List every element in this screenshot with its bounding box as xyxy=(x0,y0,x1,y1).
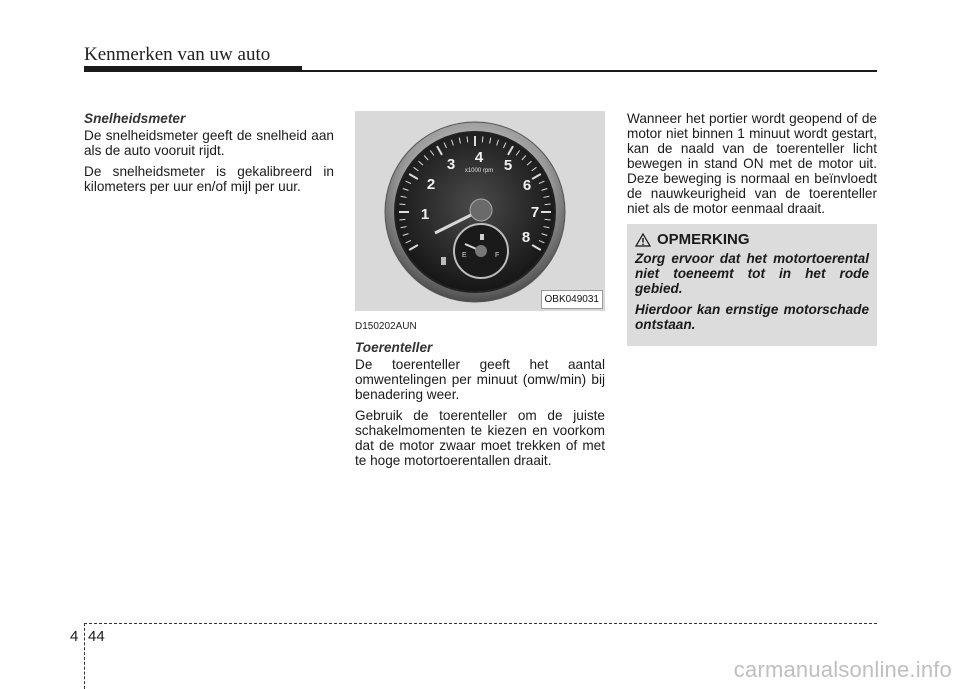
gauge-tick xyxy=(399,219,405,220)
gauge-tick xyxy=(545,204,551,205)
gauge-number: 8 xyxy=(521,229,531,246)
watermark: carmanualsonline.info xyxy=(733,657,952,682)
notice-header xyxy=(635,232,869,247)
header-rule xyxy=(84,70,877,72)
column-tachometer xyxy=(355,111,605,474)
footer-divider xyxy=(84,623,85,689)
notice-text: Zorg ervoor dat het motortoerental niet toeneemt tot in het rode gebied. xyxy=(635,251,869,296)
gauge-tick xyxy=(482,136,483,142)
fuel-empty-label: E xyxy=(462,252,467,259)
warning-triangle-icon xyxy=(635,233,651,247)
section-heading-tachometer: Toerenteller xyxy=(355,340,433,355)
section-heading-speedometer: Snelheidsmeter xyxy=(84,111,186,126)
figure-label: OBK049031 xyxy=(541,290,604,309)
notice-title: OPMERKING xyxy=(657,231,750,248)
fuel-full-label: F xyxy=(495,252,500,259)
gauge-number: 6 xyxy=(522,177,532,194)
chapter-number: 4 xyxy=(70,628,79,645)
paragraph: De toerenteller geeft het aantal omwentelingen per minuut (omw/min) bij benadering weer. xyxy=(355,357,605,402)
column-note xyxy=(627,111,877,346)
paragraph: De snelheidsmeter geeft de snelheid aan als de auto vooruit rijdt. xyxy=(84,128,334,158)
page-number: 44 xyxy=(88,628,105,645)
gauge-tick xyxy=(467,136,468,142)
column-speedometer xyxy=(84,111,334,200)
gauge-unit: x1000 rpm xyxy=(464,168,494,174)
section-code: D150202AUN xyxy=(355,321,417,332)
gauge-number: 2 xyxy=(426,176,436,193)
gauge-number: 4 xyxy=(474,149,484,166)
footer-rule xyxy=(84,623,877,624)
tachometer-gauge-icon xyxy=(355,111,605,311)
page-header-title: Kenmerken van uw auto xyxy=(84,44,271,65)
paragraph: De snelheidsmeter is gekalibreerd in kilometers per uur en/of mijl per uur. xyxy=(84,164,334,194)
gauge-tick xyxy=(399,204,405,205)
gauge-number: 5 xyxy=(503,157,513,174)
paragraph: Wanneer het portier wordt geopend of de motor niet binnen 1 minuut wordt gestart, kan de naald van de toerenteller licht bewegen in stand ON met de motor uit. Deze beweging is normaal en beïnvloedt de nauwkeurigheid van de toerenteller niet als de motor eenmaal draait. xyxy=(627,111,877,216)
gauge-number: 7 xyxy=(530,204,540,221)
gauge-number: 1 xyxy=(420,206,430,223)
notice-box xyxy=(627,224,877,346)
notice-text: Hierdoor kan ernstige motorschade ontstaan. xyxy=(635,302,869,332)
paragraph: Gebruik de toerenteller om de juiste schakelmomenten te kiezen en voorkom dat de motor zwaar moet trekken of met te hoge motortoerentallen draait. xyxy=(355,408,605,468)
tachometer-figure xyxy=(355,111,605,311)
gauge-tick xyxy=(545,219,551,220)
gauge-number: 3 xyxy=(446,156,456,173)
